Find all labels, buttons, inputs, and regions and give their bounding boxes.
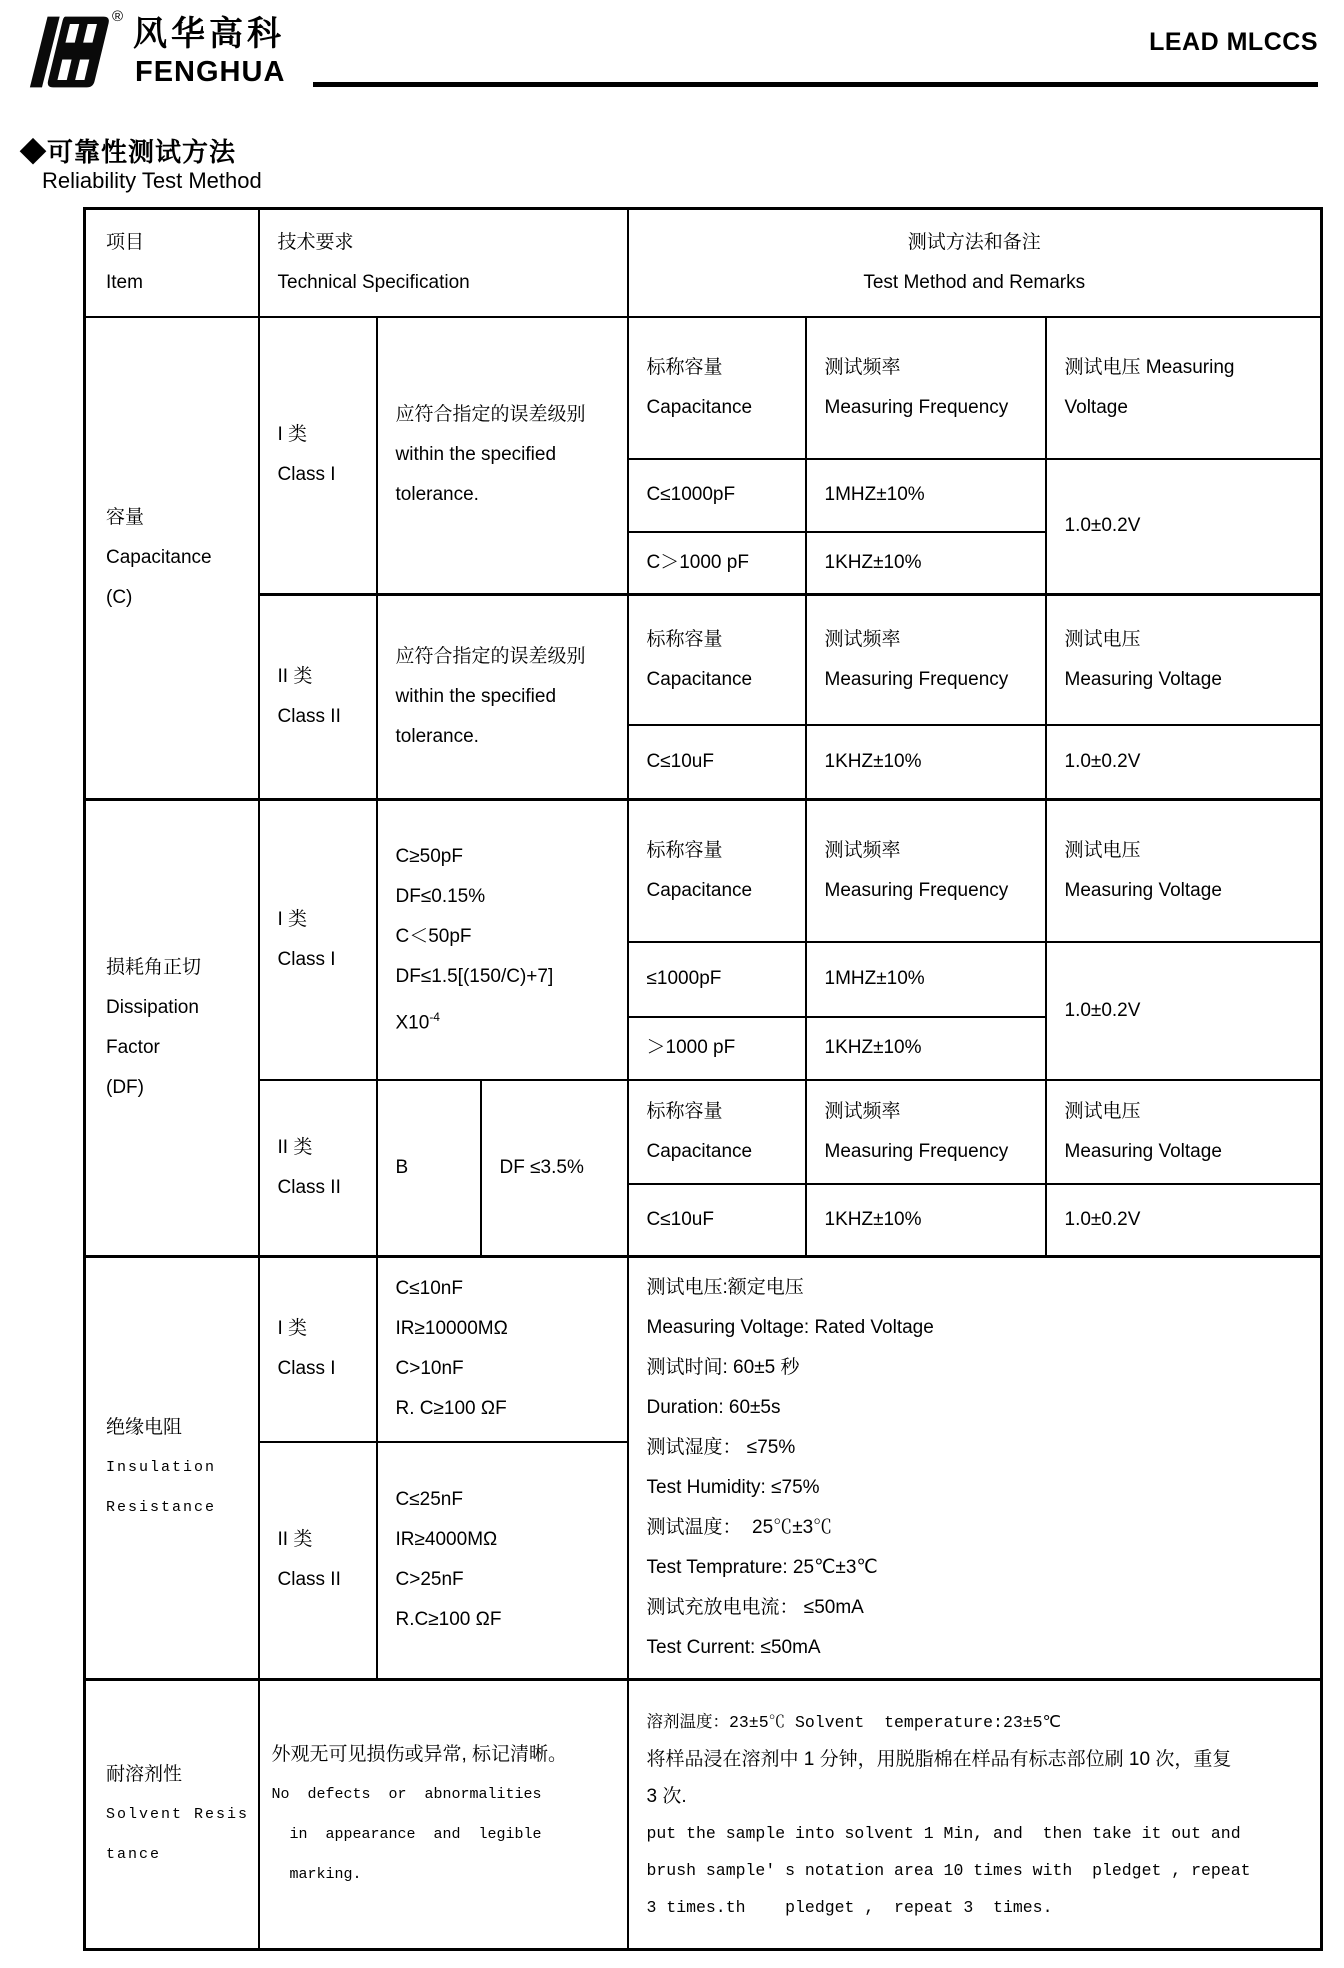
text-line: C≤10nF	[395, 1278, 463, 1300]
col-header-spec	[259, 209, 628, 317]
text-line: Measuring Frequency	[824, 668, 1009, 690]
text-line: Voltage	[1064, 396, 1128, 418]
text-line: I 类	[277, 1318, 308, 1340]
solvent-spec-cn: 外观无可见损伤或异常, 标记清晰。	[271, 1743, 568, 1765]
text-line: 溶剂温度：23±5℃ Solvent temperature:23±5℃	[646, 1712, 1062, 1732]
text-line: R.C≥100 ΩF	[395, 1609, 502, 1631]
frequency-value-cell: 1KHZ±10%	[806, 1017, 1046, 1080]
logo-text-en: FENGHUA	[135, 56, 286, 88]
df-class2-b-cell: B	[377, 1080, 481, 1257]
df-class1-label-cell	[259, 800, 377, 1080]
text-line: Class II	[277, 706, 341, 727]
text-line: 容量	[106, 506, 145, 528]
text-line: Factor	[106, 1037, 160, 1058]
text-line: (DF)	[106, 1077, 144, 1098]
text-line: Class I	[277, 948, 336, 970]
text-line: 技术要求	[277, 231, 354, 253]
text-line: 标称容量	[646, 356, 723, 378]
text-line: 测试方法和备注	[907, 231, 1041, 253]
text-line: 标称容量	[646, 628, 723, 650]
text-line: C＜50pF	[395, 925, 472, 947]
text-line: IR≥10000MΩ	[395, 1318, 508, 1340]
text-line: Class II	[277, 1569, 341, 1591]
method-header-voltage	[1046, 1080, 1322, 1184]
method-header-frequency	[806, 1080, 1046, 1184]
solvent-method-cell	[628, 1680, 1322, 1950]
text-line: DF≤1.5[(150/C)+7]	[395, 965, 554, 987]
text-line: Capacitance	[106, 546, 212, 568]
logo-text-cn: 风华高科	[133, 15, 285, 53]
registered-trademark-icon: ®	[112, 8, 124, 25]
ir-class2-spec-cell	[377, 1442, 628, 1680]
capacitance-value-cell: C≤1000pF	[628, 459, 806, 532]
ir-method-cell	[628, 1257, 1322, 1680]
text-line: 测试电压	[1064, 1100, 1141, 1122]
text-line: marking.	[271, 1865, 362, 1883]
text-line: 测试温度： 25℃±3℃	[646, 1517, 833, 1538]
text-line: Test Current: ≤50mA	[646, 1637, 821, 1658]
capacitance-class1-label-cell	[259, 317, 377, 595]
capacitance-class2-spec-cell	[377, 595, 628, 800]
text-line: Insulation	[106, 1459, 217, 1476]
col-header-method	[628, 209, 1322, 317]
ir-item-cn: 绝缘电阻	[106, 1417, 183, 1438]
text-line: I 类	[277, 424, 308, 446]
text-line: 标称容量	[646, 1100, 723, 1122]
text-line: Class I	[277, 1358, 336, 1380]
method-header-capacitance	[628, 595, 806, 725]
text-line: II 类	[277, 1529, 313, 1551]
method-header-voltage	[1046, 317, 1322, 459]
text-line: I 类	[277, 908, 308, 930]
text-line: 测试电压	[1064, 628, 1141, 650]
df-class1-header-row	[85, 800, 1322, 942]
capacitance-item-cell	[85, 317, 259, 800]
text-line: Technical Specification	[277, 271, 470, 293]
method-header-capacitance	[628, 800, 806, 942]
text-line: 测试电压:额定电压	[646, 1277, 804, 1298]
text-line: Item	[106, 271, 143, 293]
text-line: within the specified	[395, 686, 557, 707]
method-header-frequency	[806, 800, 1046, 942]
df-formula-exponent-line	[396, 997, 619, 1043]
ir-class1-row	[85, 1257, 1322, 1442]
ir-class1-spec-cell	[377, 1257, 628, 1442]
text-line: No defects or abnormalities	[271, 1785, 542, 1803]
method-header-capacitance	[628, 317, 806, 459]
frequency-value-cell: 1MHZ±10%	[806, 459, 1046, 532]
text-line: 标称容量	[646, 839, 723, 861]
text-line: 测试频率	[824, 356, 901, 378]
method-header-voltage	[1046, 800, 1322, 942]
method-header-frequency	[806, 317, 1046, 459]
text-line: 测试电压	[1064, 839, 1141, 861]
text-line: 3 times.th pledget , repeat 3 times.	[646, 1897, 1053, 1917]
method-header-capacitance	[628, 1080, 806, 1184]
text-line: II 类	[277, 666, 313, 687]
df-class1-spec-cell	[377, 800, 628, 1080]
df-class2-label-cell	[259, 1080, 377, 1257]
col-header-item	[85, 209, 259, 317]
text-line: Measuring Voltage	[1064, 879, 1222, 901]
doc-label: LEAD MLCCS	[1149, 28, 1318, 56]
text-line: Solvent Resis	[106, 1805, 250, 1823]
capacitance-class1-spec-cell	[377, 317, 628, 595]
text-line: C>10nF	[395, 1358, 464, 1380]
text-line: 项目	[106, 231, 145, 253]
df-class2-limit-cell: DF ≤3.5%	[481, 1080, 628, 1257]
df-class2-header-row	[85, 1080, 1322, 1184]
reliability-test-table	[83, 207, 1323, 1951]
text-line: C>25nF	[395, 1569, 464, 1591]
text-line: Class I	[277, 464, 336, 486]
text-line: Resistance	[106, 1499, 217, 1516]
text-line: tolerance.	[395, 484, 479, 506]
df-item-cell	[85, 800, 259, 1257]
capacitance-value-cell: ＞1000 pF	[628, 1017, 806, 1080]
capacitance-value-cell: C≤10uF	[628, 725, 806, 800]
text-line: Measuring Voltage	[1064, 1140, 1222, 1162]
text-line: C≥50pF	[395, 845, 463, 867]
page-title-en: Reliability Test Method	[42, 168, 262, 193]
text-line: II 类	[277, 1136, 313, 1158]
page-title-cn: ◆可靠性测试方法	[20, 137, 237, 167]
text-line: 应符合指定的误差级别	[395, 646, 586, 667]
text-line: within the specified	[395, 444, 557, 466]
method-header-voltage	[1046, 595, 1322, 725]
frequency-value-cell: 1MHZ±10%	[806, 942, 1046, 1017]
ir-item-cell	[85, 1257, 259, 1680]
text-line: IR≥4000MΩ	[395, 1529, 498, 1551]
capacitance-class1-header-row	[85, 317, 1322, 459]
solvent-item-cell	[85, 1680, 259, 1950]
text-line: Test Temprature: 25℃±3℃	[646, 1557, 878, 1578]
ir-class1-label-cell	[259, 1257, 377, 1442]
text-line: 损耗角正切	[106, 957, 202, 978]
text-line: Test Method and Remarks	[863, 271, 1086, 293]
df-formula-sup: -4	[429, 1009, 440, 1024]
text-line: 3 次.	[646, 1785, 687, 1807]
voltage-value-cell: 1.0±0.2V	[1046, 725, 1322, 800]
text-line: brush sample' s notation area 10 times with pledget , repeat	[646, 1860, 1251, 1880]
text-line: Measuring Frequency	[824, 396, 1009, 418]
text-line: 测试频率	[824, 628, 901, 650]
solvent-row	[85, 1680, 1322, 1950]
solvent-spec-cell	[259, 1680, 628, 1950]
frequency-value-cell: 1KHZ±10%	[806, 532, 1046, 595]
text-line: 测试电压 Measuring	[1064, 356, 1235, 378]
solvent-item-cn: 耐溶剂性	[106, 1763, 183, 1785]
text-line: 测试湿度： ≤75%	[646, 1437, 796, 1458]
text-line: DF≤0.15%	[395, 885, 486, 907]
text-line: Measuring Voltage: Rated Voltage	[646, 1317, 934, 1338]
frequency-value-cell: 1KHZ±10%	[806, 725, 1046, 800]
capacitance-class2-label-cell	[259, 595, 377, 800]
text-line: Capacitance	[646, 1140, 753, 1162]
capacitance-value-cell: C＞1000 pF	[628, 532, 806, 595]
capacitance-value-cell: ≤1000pF	[628, 942, 806, 1017]
text-line: Capacitance	[646, 879, 753, 901]
text-line: C≤25nF	[395, 1489, 463, 1511]
text-line: 应符合指定的误差级别	[395, 404, 586, 426]
text-line: R. C≥100 ΩF	[395, 1398, 507, 1420]
text-line: Dissipation	[106, 997, 199, 1018]
text-line: Capacitance	[646, 396, 753, 418]
text-line: put the sample into solvent 1 Min, and then take it out and	[646, 1823, 1241, 1843]
header-rule	[313, 82, 1318, 87]
text-line: 测试时间: 60±5 秒	[646, 1357, 800, 1378]
text-line: 将样品浸在溶剂中 1 分钟，用脱脂棉在样品有标志部位刷 10 次，重复	[646, 1748, 1232, 1770]
text-line: 测试频率	[824, 839, 901, 861]
text-line: 测试充放电电流： ≤50mA	[646, 1597, 864, 1618]
table-header-row	[85, 209, 1322, 317]
method-header-frequency	[806, 595, 1046, 725]
capacitance-class2-header-row	[85, 595, 1322, 725]
text-line: Measuring Voltage	[1064, 668, 1222, 690]
text-line: Duration: 60±5s	[646, 1397, 781, 1418]
ir-class2-label-cell	[259, 1442, 377, 1680]
text-line: Class II	[277, 1176, 341, 1198]
text-line: (C)	[106, 586, 133, 608]
fenghua-logo-icon	[28, 10, 110, 94]
text-line: tolerance.	[395, 726, 479, 747]
text-line: Measuring Frequency	[824, 879, 1009, 901]
capacitance-value-cell: C≤10uF	[628, 1184, 806, 1257]
frequency-value-cell: 1KHZ±10%	[806, 1184, 1046, 1257]
voltage-value-cell: 1.0±0.2V	[1046, 459, 1322, 595]
text-line: in appearance and legible	[271, 1825, 542, 1843]
text-line: Capacitance	[646, 668, 753, 690]
text-line: Measuring Frequency	[824, 1140, 1009, 1162]
text-line: Test Humidity: ≤75%	[646, 1477, 820, 1498]
voltage-value-cell: 1.0±0.2V	[1046, 1184, 1322, 1257]
df-formula-base: X10	[395, 1011, 430, 1033]
voltage-value-cell: 1.0±0.2V	[1046, 942, 1322, 1080]
text-line: tance	[106, 1845, 162, 1863]
text-line: 测试频率	[824, 1100, 901, 1122]
